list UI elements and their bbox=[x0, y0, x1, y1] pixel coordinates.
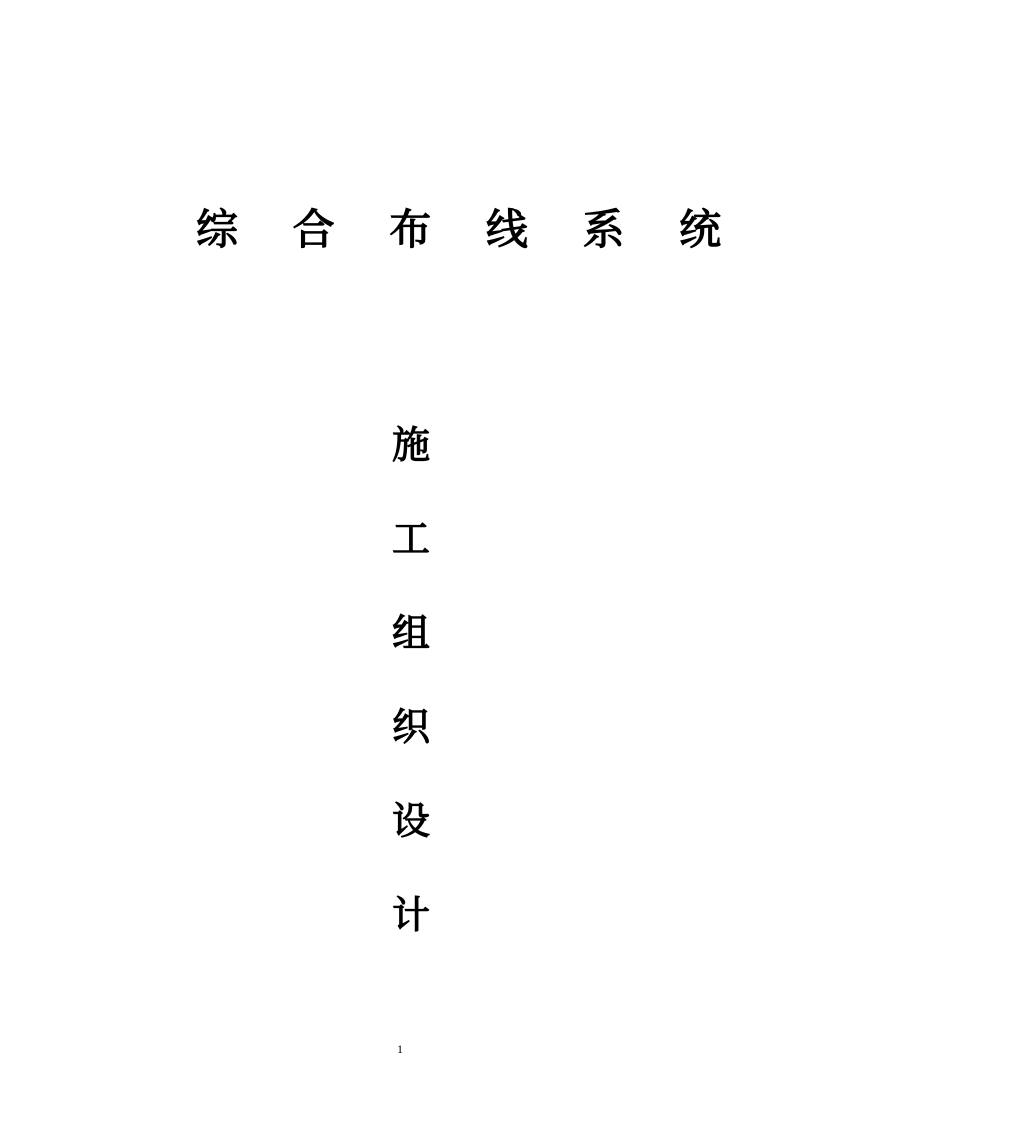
vertical-title-char: 设 bbox=[391, 798, 430, 843]
vertical-title-char: 组 bbox=[391, 610, 430, 655]
page-number: 1 bbox=[397, 1042, 403, 1056]
vertical-title-char: 织 bbox=[391, 704, 430, 749]
vertical-title-block bbox=[376, 398, 446, 962]
vertical-title-char: 施 bbox=[391, 422, 430, 467]
page-title: 综 合 布 线 系 统 bbox=[196, 205, 742, 254]
vertical-title-char: 工 bbox=[391, 516, 430, 561]
vertical-title-char: 计 bbox=[391, 892, 430, 937]
